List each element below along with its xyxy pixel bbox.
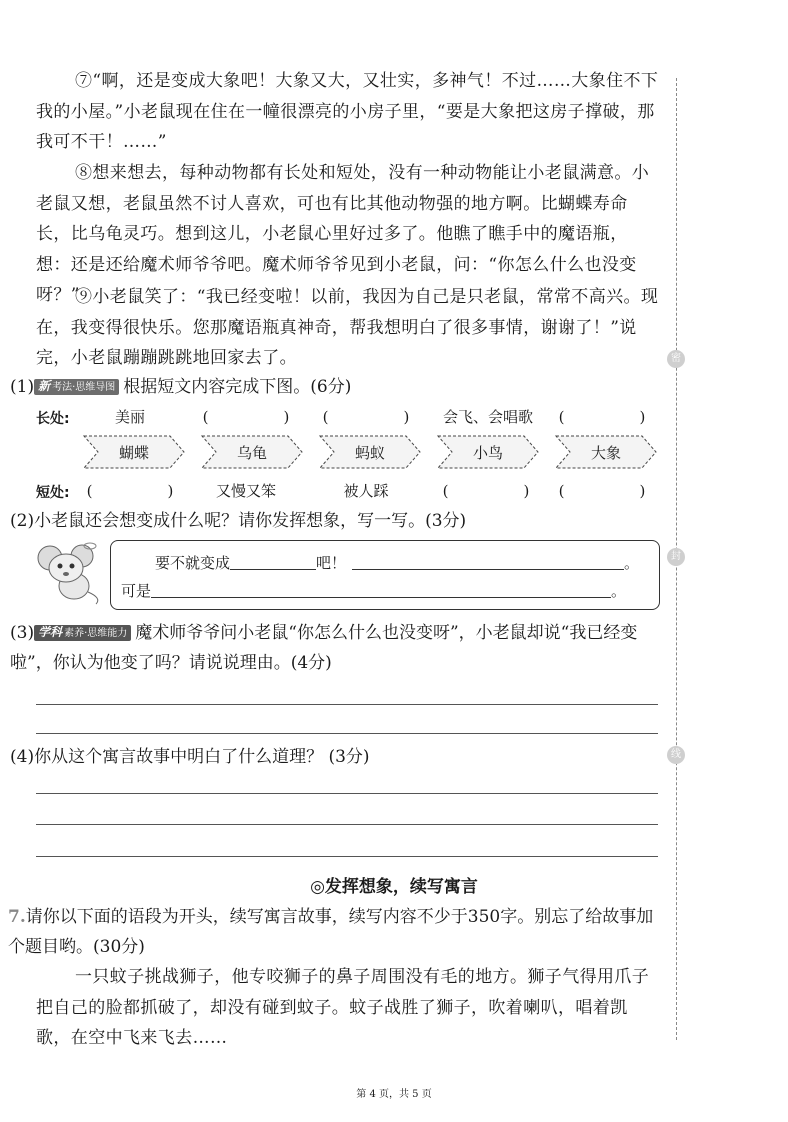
strengths-label: 长处: xyxy=(36,411,70,427)
question-3-number: (3) xyxy=(10,623,35,643)
q4-answer-line-2[interactable] xyxy=(36,824,658,825)
q4-answer-line-1[interactable] xyxy=(36,793,658,794)
story-paragraph-9: ⑨小老鼠笑了：“我已经变啦！以前，我因为自己是只老鼠，常常不高兴。现在，我变得很快乐。您那魔语瓶真神奇，帮我想明白了很多事情，谢谢了！”说完，小老鼠蹦蹦跳跳地回家去了。 xyxy=(36,287,659,368)
question-1-number: (1) xyxy=(10,377,35,397)
question-4-text: (4)你从这个寓言故事中明白了什么道理？ (3分) xyxy=(10,747,370,767)
question-7-number: 7. xyxy=(8,907,26,927)
animal-chevron-bird xyxy=(436,434,540,470)
mindmap-tag-new: 新 xyxy=(38,379,51,393)
animal-blank[interactable] xyxy=(230,551,316,570)
binding-mark-line: 线 xyxy=(667,746,685,764)
weakness-butterfly-blank[interactable]: ( ) xyxy=(86,482,174,500)
weakness-elephant-blank[interactable]: ( ) xyxy=(558,482,646,500)
section-title: ◎发挥想象，续写寓言 xyxy=(310,877,478,897)
animal-name: 蝴蝶 xyxy=(118,444,149,462)
literacy-tag-main: 学科 xyxy=(38,625,63,639)
animal-chevron-elephant xyxy=(554,434,658,470)
strength-elephant-blank[interactable]: ( ) xyxy=(558,408,646,426)
question-3-text: 魔术师爷爷问小老鼠“你怎么什么也没变呀”，小老鼠却说“我已经变啦”，你认为他变了吗？请说说理由。(4分) xyxy=(10,623,638,673)
question-7-text: 请你以下面的语段为开头，续写寓言故事，续写内容不少于350字。别忘了给故事加个题目哟。(30分) xyxy=(8,907,654,957)
animal-chevron-turtle xyxy=(200,434,304,470)
story-paragraph-8: ⑧想来想去，每种动物都有长处和短处，没有一种动物能让小老鼠满意。小老鼠又想，老鼠虽然不讨人喜欢，可也有比其他动物强的地方啊。比蝴蝶寿命长，比乌龟灵巧。想到这儿，小老鼠心里好过多了。他瞧了瞧手中的魔语瓶，想：还是还给魔术师爷爷吧。魔术师爷爷见到小老鼠，问：“你怎么什么也没变呀？” xyxy=(36,163,650,305)
mouse-icon xyxy=(30,540,108,606)
literacy-tag xyxy=(34,625,131,641)
weakness-bird-blank[interactable]: ( ) xyxy=(442,482,530,500)
story-paragraph-7: ⑦“啊，还是变成大象吧！大象又大，又壮实，多神气！不过……大象住不下我的小屋。”小老鼠现在住在一幢很漂亮的小房子里，“要是大象把这房子撑破，那我可不干！……” xyxy=(36,71,659,152)
strength-butterfly: 美丽 xyxy=(114,408,145,426)
question-3 xyxy=(10,618,660,678)
weakness-ant: 被人踩 xyxy=(343,482,389,500)
mindmap-tag-text: 考法·思维导图 xyxy=(52,382,116,393)
answer-line-1 xyxy=(155,551,639,573)
q3-answer-line-1[interactable] xyxy=(36,704,658,705)
question-2-text: (2)小老鼠还会想变成什么呢？请你发挥想象，写一写。(3分) xyxy=(10,511,467,531)
binding-mark-seal: 密 xyxy=(667,350,685,368)
strength-turtle-blank[interactable]: ( ) xyxy=(202,408,290,426)
animal-name: 小鸟 xyxy=(472,444,503,462)
mindmap-tag xyxy=(34,379,119,395)
strength-ant-blank[interactable]: ( ) xyxy=(322,408,410,426)
q4-answer-line-3[interactable] xyxy=(36,856,658,857)
weakness-turtle: 又慢又笨 xyxy=(215,482,276,500)
strength-bird: 会飞、会唱歌 xyxy=(442,408,533,426)
animal-name: 大象 xyxy=(590,444,621,462)
imagination-answer-box xyxy=(110,540,660,610)
animal-name: 蚂蚁 xyxy=(354,444,385,462)
weaknesses-label: 短处: xyxy=(36,485,70,501)
q7-passage: 一只蚊子挑战狮子，他专咬狮子的鼻子周围没有毛的地方。狮子气得用爪子把自己的脸都抓破了，却没有碰到蚊子。蚊子战胜了狮子，吹着喇叭，唱着凯歌，在空中飞来飞去…… xyxy=(36,967,650,1048)
line-end-mark: 。 xyxy=(611,582,627,600)
literacy-tag-text: 素养·思维能力 xyxy=(64,628,128,639)
question-1 xyxy=(10,372,660,402)
however-blank[interactable] xyxy=(151,579,611,598)
binding-mark-envelope: 封 xyxy=(667,548,685,566)
q3-answer-line-2[interactable] xyxy=(36,733,658,734)
answer-line-2-prefix: 可是 xyxy=(121,582,152,600)
page-number: 第 4 页，共 5 页 xyxy=(356,1089,432,1100)
answer-line-1-prefix: 要不就变成 xyxy=(155,554,231,572)
question-1-text: 根据短文内容完成下图。(6分) xyxy=(123,377,352,397)
animal-chevron-ant xyxy=(318,434,422,470)
question-7 xyxy=(8,902,662,962)
line-end-mark: 。 xyxy=(624,554,640,572)
answer-line-1-mid: 吧！ xyxy=(316,554,347,572)
animal-name: 乌龟 xyxy=(236,444,267,462)
answer-line-2 xyxy=(121,579,626,601)
reason-blank[interactable] xyxy=(352,551,624,570)
animal-chevron-butterfly xyxy=(82,434,186,470)
